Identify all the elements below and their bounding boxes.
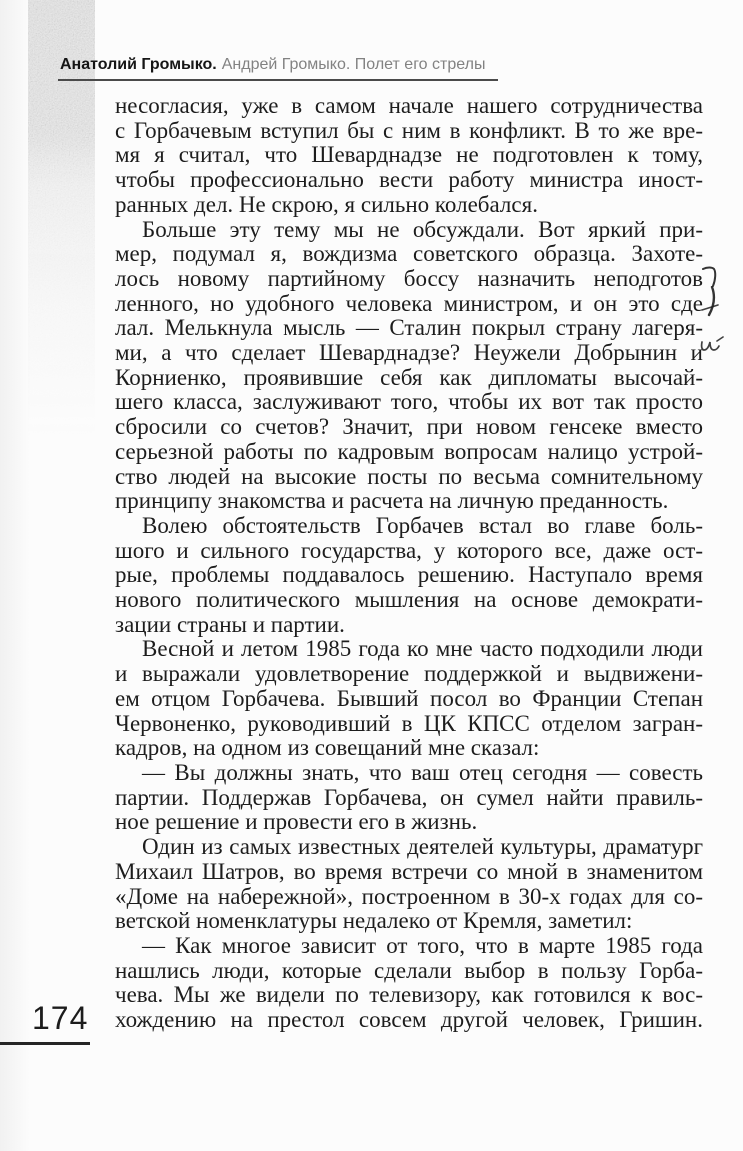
page-number: 174 <box>32 1000 89 1036</box>
text-line: ветской номенклатуры недалеко от Кремля, заметил: <box>115 908 633 934</box>
text-line: серьезной работы по кадровым вопросам налицо устрой- <box>115 438 703 464</box>
paragraph <box>115 761 703 835</box>
text-line: ленного, но удобного человека министром, и он это сде <box>115 290 703 316</box>
text-line: — Вы должны знать, что ваш отец сегодня — совесть <box>142 759 703 785</box>
page-number-divider <box>0 1042 90 1045</box>
text-line: несогласия, уже в самом начале нашего сотрудничества <box>115 93 703 118</box>
paragraph <box>115 835 703 934</box>
text-line: хождению на престол совсем другой человек, Гришин. <box>115 1007 703 1033</box>
text-line: ное решение и провести его в жизнь. <box>115 809 478 835</box>
text-line: — Как многое зависит от того, что в марте 1985 года <box>142 932 703 958</box>
text-line: принципу знакомства и расчета на личную преданность. <box>115 488 669 514</box>
text-line: ми, а что сделает Шеварднадзе? Неужели Добрынин и <box>115 340 703 366</box>
paragraph <box>115 934 703 1033</box>
text-line: Волею обстоятельств Горбачев встал во главе боль- <box>142 512 703 538</box>
text-line: лал. Мелькнула мысль — Сталин покрыл страну лагеря- <box>115 315 703 341</box>
text-line: нового политического мышления на основе демократи- <box>115 587 703 613</box>
running-head-divider <box>58 79 498 81</box>
text-line: нашлись люди, которые сделали выбор в пользу Горба- <box>115 957 703 983</box>
text-line: чтобы профессионально вести работу министра иност- <box>115 167 703 193</box>
text-line: с Горбачевым вступил бы с ним в конфликт. В то же вре- <box>115 117 703 143</box>
running-head <box>60 56 485 74</box>
text-line: рые, проблемы поддавалось решению. Наступало время <box>115 562 703 588</box>
text-line: Михаил Шатров, во время встречи со мной в знаменитом <box>115 858 703 884</box>
ink-mark-bracket <box>702 265 720 289</box>
paragraph <box>115 514 703 638</box>
text-line: ем отцом Горбачева. Бывший посол во Франции Степан <box>115 685 703 711</box>
paragraph <box>115 637 703 761</box>
text-line: партии. Поддержав Горбачева, он сумел найти правиль- <box>115 784 703 810</box>
text-line: чева. Мы же видели по телевизору, как готовился к вос- <box>115 982 703 1008</box>
text-line: Корниенко, проявившие себя как дипломаты высочай- <box>115 364 703 390</box>
text-line: сбросили со счетов? Значит, при новом генсеке вместо <box>115 414 703 440</box>
ink-mark-flourish <box>700 336 726 356</box>
ink-mark-hook <box>700 286 720 318</box>
text-line: Больше эту тему мы не обсуждали. Вот яркий при- <box>142 216 703 242</box>
text-line: зации страны и партии. <box>115 611 345 637</box>
text-line: шого и сильного государства, у которого все, даже ост- <box>115 537 703 563</box>
text-line: шего класса, заслуживают того, чтобы их вот так просто <box>115 389 703 415</box>
text-line: Червоненко, руководивший в ЦК КПСС отделом загран- <box>115 710 703 736</box>
text-line: «Доме на набережной», построенном в 30-х годах для со- <box>115 883 703 909</box>
paragraph <box>115 94 703 218</box>
text-line: мя я считал, что Шеварднадзе не подготовлен к тому, <box>115 142 703 168</box>
text-line: Один из самых известных деятелей культуры, драматург <box>142 834 703 860</box>
running-head-author: Анатолий Громыко. <box>60 56 217 73</box>
running-head-book-title: Андрей Громыко. Полет его стрелы <box>221 56 486 73</box>
text-line: мер, подумал я, вождизма советского образца. Захоте- <box>115 241 703 267</box>
text-line: лось новому партийному боссу назначить неподготов <box>115 265 703 291</box>
text-line: кадров, на одном из совещаний мне сказал: <box>115 735 540 761</box>
text-block <box>115 94 703 1033</box>
text-line: ранных дел. Не скрою, я сильно колебался. <box>115 191 538 217</box>
text-line: и выражали удовлетворение поддержкой и выдвижени- <box>115 661 703 687</box>
text-line: ство людей на высокие посты по весьма сомнительному <box>115 463 703 489</box>
text-line: Весной и летом 1985 года ко мне часто подходили люди <box>142 636 703 662</box>
paragraph <box>115 218 703 514</box>
